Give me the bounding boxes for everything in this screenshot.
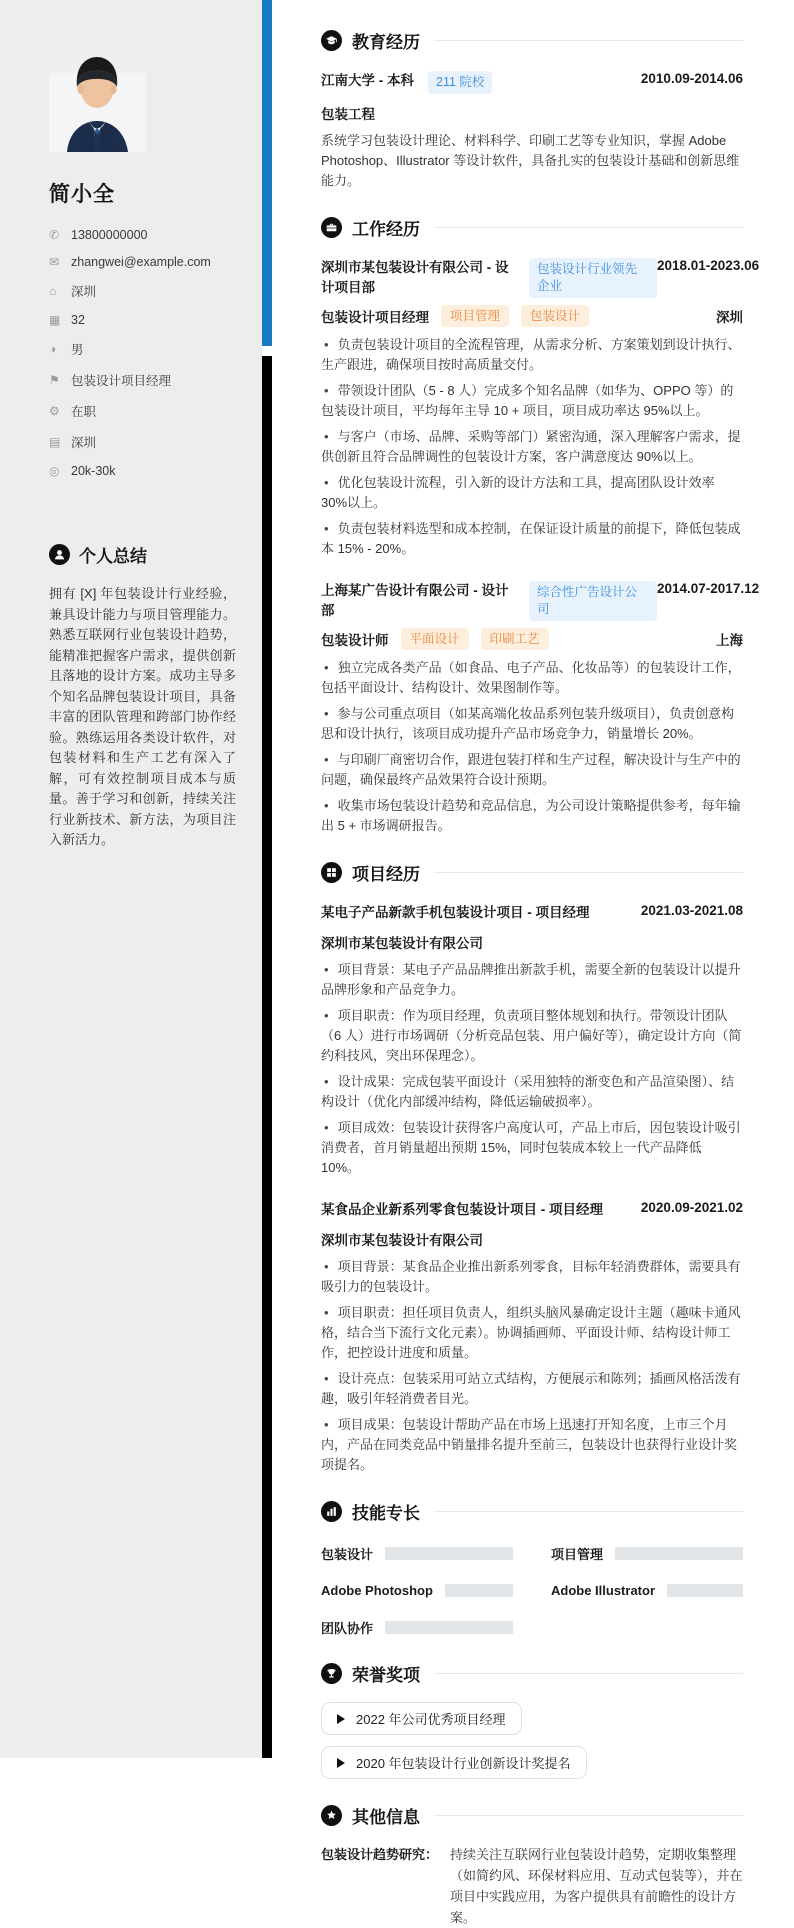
skill-item <box>321 1583 513 1598</box>
skills-grid <box>321 1544 743 1637</box>
bullet-item <box>321 1257 743 1297</box>
bullet-dot <box>324 383 329 398</box>
project-name: 某电子产品新款手机包装设计项目 - 项目经理 <box>321 905 590 920</box>
bullet-dot <box>324 337 329 352</box>
play-triangle-icon <box>337 1714 345 1724</box>
summary-title: 个人总结 <box>79 547 147 566</box>
section-title: 其他信息 <box>352 1808 420 1827</box>
contact-location <box>49 282 236 300</box>
skill-label: 团队协作 <box>321 1621 374 1636</box>
education-section <box>321 28 743 191</box>
bullet-item <box>321 1072 743 1112</box>
bullet-dot <box>324 521 329 536</box>
bullet-text: 优化包装设计流程，引入新的设计方法和工具，提高团队设计效率 30%以上。 <box>321 475 715 510</box>
bullet-dot <box>324 798 329 813</box>
projects-section <box>321 860 743 1475</box>
graduation-cap-icon <box>321 30 342 51</box>
education-description: 系统学习包装设计理论、材料科学、印刷工艺等专业知识，掌握 Adobe Photoshop、Illustrator 等设计软件，具备扎实的包装设计基础和创新思维能力。 <box>321 133 740 188</box>
honor-text: 2020 年包装设计行业创新设计奖提名 <box>356 1756 571 1771</box>
education-date: 2010.09-2014.06 <box>640 71 743 86</box>
bullet-item <box>321 1303 743 1363</box>
bullet-text: 负责包装设计项目的全流程管理，从需求分析、方案策划到设计执行、生产跟进，确保项目按时高质量交付。 <box>321 337 741 372</box>
honors-section-header <box>321 1661 743 1686</box>
bullet-text: 与印刷厂商密切合作，跟进包装打样和生产过程，解决设计与生产中的问题，确保最终产品效果符合设计预期。 <box>321 752 741 787</box>
bullet-item <box>321 960 743 1000</box>
trophy-icon <box>321 1663 342 1684</box>
bullet-text: 参与公司重点项目（如某高端化妆品系列包装升级项目），负责创意构思和设计执行，该项目成功提升产品市场竞争力，销量增长 20%。 <box>321 706 735 741</box>
bullet-item <box>321 1369 743 1409</box>
company-name: 深圳市某包装设计有限公司 - 设计项目部 <box>321 260 509 295</box>
project-entry-head <box>321 903 743 923</box>
company-name: 上海某广告设计有限公司 - 设计部 <box>321 583 509 618</box>
section-title: 项目经历 <box>352 865 420 884</box>
skill-item <box>321 1544 513 1563</box>
play-triangle-icon <box>337 1758 345 1768</box>
grid-icon <box>321 862 342 883</box>
bullet-item <box>321 1006 743 1066</box>
job-entry-head <box>321 258 760 298</box>
header-line <box>434 1511 743 1512</box>
bullet-text: 项目背景：某食品企业推出新系列零食，目标年轻消费群体，需要具有吸引力的包装设计。 <box>321 1259 741 1294</box>
job-city: 深圳 <box>716 310 743 325</box>
bullet-dot <box>324 1120 329 1135</box>
position-title: 包装设计项目经理 <box>321 310 429 325</box>
project-entry-head <box>321 1200 743 1220</box>
bullet-item <box>321 750 743 790</box>
star-badge-icon <box>321 1805 342 1826</box>
other-info-label: 包装设计趋势研究： <box>321 1847 439 1862</box>
skill-tag: 平面设计 <box>401 628 469 650</box>
project-date: 2020.09-2021.02 <box>640 1200 743 1215</box>
contact-value: 深圳 <box>71 285 97 299</box>
summary-section-header <box>49 542 236 567</box>
header-line <box>434 227 743 228</box>
contact-value: zhangwei@example.com <box>71 255 211 269</box>
contact-value: 32 <box>71 313 85 327</box>
profile-photo <box>49 43 146 152</box>
skills-section <box>321 1499 743 1637</box>
company-badge-wrap <box>529 258 657 298</box>
contact-value: 13800000000 <box>71 228 148 242</box>
city-icon: ▤ <box>49 435 61 449</box>
header-line <box>434 40 743 41</box>
honor-item[interactable] <box>321 1746 587 1779</box>
school-name: 江南大学 - 本科 <box>321 73 414 88</box>
bullet-item <box>321 335 743 375</box>
header-line <box>434 872 743 873</box>
project-company: 深圳市某包装设计有限公司 <box>321 1233 483 1248</box>
bullet-item <box>321 1415 743 1475</box>
skill-item <box>551 1583 743 1598</box>
main-content <box>272 0 794 1925</box>
company-badge-wrap <box>529 581 657 621</box>
header-line <box>434 1815 743 1816</box>
section-title: 教育经历 <box>352 33 420 52</box>
location-icon: ⌂ <box>49 284 57 298</box>
section-title: 工作经历 <box>352 220 420 239</box>
work-section-header <box>321 215 743 240</box>
job-entry <box>321 258 760 559</box>
bullet-dot <box>324 962 329 977</box>
contact-gender <box>49 340 236 358</box>
sidebar <box>0 0 262 1758</box>
projects-section-header <box>321 860 743 885</box>
job-date: 2014.07-2017.12 <box>657 581 760 596</box>
bullet-dot <box>324 429 329 444</box>
skill-item <box>551 1544 743 1563</box>
project-name: 某食品企业新系列零食包装设计项目 - 项目经理 <box>321 1202 603 1217</box>
project-entry <box>321 903 743 1178</box>
other-info-text: 持续关注互联网行业包装设计趋势，定期收集整理（如简约风、环保材料应用、互动式包装等），并在项目中实践应用，为客户提供具有前瞻性的设计方案。 <box>450 1847 743 1925</box>
major: 包装工程 <box>321 107 375 122</box>
skill-label: 项目管理 <box>551 1547 604 1562</box>
honors-section <box>321 1661 743 1779</box>
age-icon: ▦ <box>49 313 61 327</box>
education-section-header <box>321 28 743 53</box>
phone-icon: ✆ <box>49 228 60 242</box>
job-title-icon: ⚑ <box>49 373 60 387</box>
school-badge: 211 院校 <box>428 71 492 94</box>
bullet-text: 项目背景：某电子产品品牌推出新款手机，需要全新的包装设计以提升品牌形象和产品竞争力。 <box>321 962 741 997</box>
contact-value: 在职 <box>71 405 97 419</box>
bullet-dot <box>324 1008 329 1023</box>
other-section-header <box>321 1803 743 1828</box>
email-icon: ✉ <box>49 255 60 269</box>
other-info-row <box>321 1844 743 1928</box>
project-company: 深圳市某包装设计有限公司 <box>321 936 483 951</box>
job-entry <box>321 581 760 836</box>
bullet-text: 收集市场包装设计趋势和竞品信息，为公司设计策略提供参考，每年输出 5 + 市场调研报告。 <box>321 798 741 833</box>
position-row <box>321 628 743 650</box>
bullet-dot <box>324 1259 329 1274</box>
bullet-item <box>321 658 743 698</box>
skill-bar <box>445 1584 513 1597</box>
contact-age <box>49 313 236 327</box>
section-title: 技能专长 <box>352 1504 420 1523</box>
job-entry-head <box>321 581 760 621</box>
bullet-text: 项目成果：包装设计帮助产品在市场上迅速打开知名度，上市三个月内，产品在同类竞品中销量排名提升至前三，包装设计也获得行业设计奖项提名。 <box>321 1417 738 1472</box>
company-badge: 综合性广告设计公司 <box>529 581 657 621</box>
skills-section-header <box>321 1499 743 1524</box>
section-title: 荣誉奖项 <box>352 1666 420 1685</box>
bullet-dot <box>324 752 329 767</box>
skill-tag: 项目管理 <box>441 305 509 327</box>
bullet-text: 项目职责：担任项目负责人，组织头脑风暴确定设计主题（趣味卡通风格，结合当下流行文化元素）。协调插画师、平面设计师、结构设计师工作，把控设计进度和质量。 <box>321 1305 741 1360</box>
project-entry <box>321 1200 743 1475</box>
contact-value: 男 <box>71 343 84 357</box>
contact-city <box>49 433 236 451</box>
divider-bar-black <box>262 356 272 1758</box>
skill-bar <box>667 1584 743 1597</box>
honor-text: 2022 年公司优秀项目经理 <box>356 1712 506 1727</box>
bullet-text: 带领设计团队（5 - 8 人）完成多个知名品牌（如华为、OPPO 等）的包装设计项目，平均每年主导 10 + 项目，项目成功率达 95%以上。 <box>321 383 734 418</box>
header-line <box>434 1673 743 1674</box>
education-entry <box>321 71 743 191</box>
position-title: 包装设计师 <box>321 633 389 648</box>
contact-salary <box>49 464 236 478</box>
honor-list <box>321 1702 743 1779</box>
bullet-dot <box>324 706 329 721</box>
status-icon: ⚙ <box>49 404 60 418</box>
bullet-item <box>321 427 743 467</box>
project-date: 2021.03-2021.08 <box>640 903 743 918</box>
project-bullets <box>321 960 743 1178</box>
gender-icon: ◑ <box>49 342 57 356</box>
bullet-item <box>321 704 743 744</box>
skill-bar <box>385 1547 513 1560</box>
other-section <box>321 1803 743 1928</box>
bullet-text: 设计亮点：包装采用可站立式结构，方便展示和陈列；插画风格活泼有趣，吸引年轻消费者目光。 <box>321 1371 741 1406</box>
contact-phone <box>49 228 236 242</box>
company-badge: 包装设计行业领先企业 <box>529 258 657 298</box>
bullet-item <box>321 381 743 421</box>
bullet-dot <box>324 475 329 490</box>
education-entry-head <box>321 71 743 94</box>
bullet-item <box>321 1118 743 1178</box>
briefcase-icon <box>321 217 342 238</box>
skill-item <box>321 1618 513 1637</box>
job-bullets <box>321 335 743 559</box>
contact-job-title <box>49 371 236 389</box>
bullet-dot <box>324 660 329 675</box>
skill-label: Adobe Illustrator <box>551 1583 656 1598</box>
skill-label: Adobe Photoshop <box>321 1583 433 1598</box>
bullet-text: 与客户（市场、品牌、采购等部门）紧密沟通，深入理解客户需求，提供创新且符合品牌调性的包装设计方案，客户满意度达 90%以上。 <box>321 429 741 464</box>
skill-bar <box>385 1621 513 1634</box>
skill-label: 包装设计 <box>321 1547 374 1562</box>
bullet-dot <box>324 1305 329 1320</box>
person-icon <box>49 544 70 565</box>
bullet-dot <box>324 1417 329 1432</box>
contact-value: 20k-30k <box>71 464 116 478</box>
position-row <box>321 305 743 327</box>
summary-text: 拥有 [X] 年包装设计行业经验，兼具设计能力与项目管理能力。熟悉互联网行业包装设计趋势，能精准把握客户需求，提供创新且落地的设计方案。成功主导多个知名品牌包装设计项目，具备丰富的团队管理和跨部门协作经验。熟练运用各类设计软件，对包装材料和生产工艺有深入了解，可有效控制项目成本与质量。善于学习和创新，持续关注行业新技术、新方法，为项目注入新活力。 <box>49 586 236 847</box>
skill-bar <box>615 1547 743 1560</box>
bullet-text: 项目成效：包装设计获得客户高度认可，产品上市后，因包装设计吸引消费者，首月销量超出预期 15%，同时包装成本较上一代产品降低 10%。 <box>321 1120 741 1175</box>
bullet-dot <box>324 1371 329 1386</box>
divider-bar-blue <box>262 0 272 346</box>
bullet-text: 负责包装材料选型和成本控制，在保证设计质量的前提下，降低包装成本 15% - 20%。 <box>321 521 741 556</box>
skill-tag: 印刷工艺 <box>481 628 549 650</box>
bullet-text: 项目职责：作为项目经理，负责项目整体规划和执行。带领设计团队（6 人）进行市场调研（分析竞品包装、用户偏好等），确定设计方向（简约科技风，突出环保理念）。 <box>321 1008 742 1063</box>
bullet-dot <box>324 1074 329 1089</box>
candidate-name: 简小全 <box>49 183 115 206</box>
contact-value: 包装设计项目经理 <box>71 374 172 388</box>
bullet-item <box>321 473 743 513</box>
bar-chart-icon <box>321 1501 342 1522</box>
project-bullets <box>321 1257 743 1475</box>
salary-icon: ◎ <box>49 464 60 478</box>
work-section <box>321 215 760 836</box>
job-bullets <box>321 658 743 836</box>
bullet-text: 独立完成各类产品（如食品、电子产品、化妆品等）的包装设计工作，包括平面设计、结构设计、效果图制作等。 <box>321 660 741 695</box>
contact-list <box>49 228 236 478</box>
contact-email <box>49 255 236 269</box>
contact-status <box>49 402 236 420</box>
skill-tag: 包装设计 <box>521 305 589 327</box>
bullet-text: 设计成果：完成包装平面设计（采用独特的渐变色和产品渲染图）、结构设计（优化内部缓冲结构，降低运输破损率）。 <box>321 1074 735 1109</box>
job-date: 2018.01-2023.06 <box>657 258 760 273</box>
bullet-item <box>321 796 743 836</box>
bullet-item <box>321 519 743 559</box>
honor-item[interactable] <box>321 1702 522 1735</box>
contact-value: 深圳 <box>71 436 97 450</box>
job-city: 上海 <box>716 633 743 648</box>
